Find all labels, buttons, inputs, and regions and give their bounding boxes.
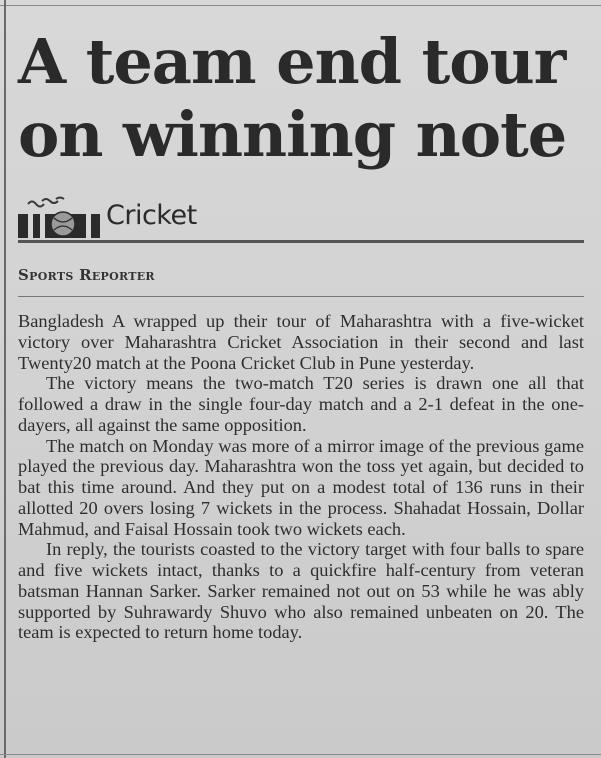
section-rule <box>18 240 584 243</box>
bottom-rule <box>0 754 601 755</box>
article-paragraph-4: In reply, the tourists coasted to the victory target with four balls to spare and five wickets intact, thanks to a quickfire half-century from veteran batsman Hannan Sarker. Sarker remained not out on 53 while he was ably supported by Suhrawardy Shuvo who also remained unbeaten on 20. The team is expected to return home today. <box>18 539 584 643</box>
article-paragraph-2: The victory means the two-match T20 series is drawn one all that followed a draw in the single four-day match and a 2-1 defeat in the one-dayers, all against the same opposition. <box>18 373 584 435</box>
article-paragraph-1: Bangladesh A wrapped up their tour of Maharashtra with a five-wicket victory over Maharashtra Cricket Association in their second and last Twenty20 match at the Poona Cricket Club in Pune yesterday. <box>18 311 584 373</box>
headline-line-2: on winning note <box>18 97 567 171</box>
section-label: Cricket <box>106 200 197 231</box>
headline <box>18 26 598 171</box>
headline-line-1: A team end tour <box>18 25 566 98</box>
column-rule <box>4 0 6 758</box>
byline-rule <box>18 296 584 297</box>
top-rule <box>0 5 601 6</box>
section-header <box>18 196 584 240</box>
byline: Sports Reporter <box>18 266 155 284</box>
cricket-stumps-ball-icon <box>18 196 100 240</box>
article-paragraph-3: The match on Monday was more of a mirror image of the previous game played the previous day. Maharashtra won the toss yet again, but decided to bat this time around. And they put on a modest total of 136 runs in their allotted 20 overs losing 7 wickets in the process. Shahadat Hossain, Dollar Mahmud, and Faisal Hossain took two wickets each. <box>18 435 584 539</box>
article-body <box>18 311 584 643</box>
